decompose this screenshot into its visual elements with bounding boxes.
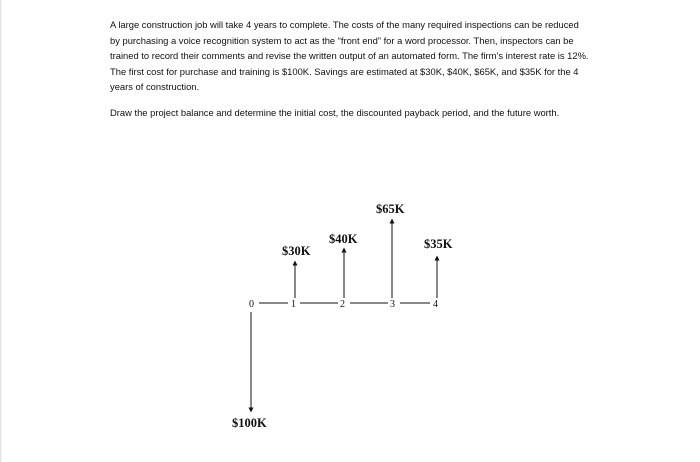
problem-paragraph-1: A large construction job will take 4 years to complete. The costs of the many required inspections can be reduced by purchasing a voice recognition system to act as the “front end” for a word processor. Then, inspectors can be trained to record their comments and revise the written output of an automated form. The firm’s interest rate is 12%. The first cost for purchase and training is $100K. Savings are estimated at $30K, $40K, $65K, and $35K for the 4 years of construction. (110, 19, 589, 93)
cash-flow-label-2: $40K (329, 232, 358, 246)
cash-flow-label-0: $100K (232, 416, 267, 430)
period-label-1: 1 (291, 299, 296, 310)
problem-paragraph-2: Draw the project balance and determine the initial cost, the discounted payback period, and the future worth. (110, 106, 560, 118)
cash-flow-label-1: $30K (282, 244, 311, 258)
period-label-0: 0 (249, 299, 254, 310)
cash-flow-label-3: $65K (376, 202, 405, 216)
period-label-4: 4 (433, 299, 438, 310)
cash-flow-label-4: $35K (424, 237, 453, 251)
period-label-2: 2 (340, 299, 345, 310)
period-label-3: 3 (390, 299, 395, 310)
